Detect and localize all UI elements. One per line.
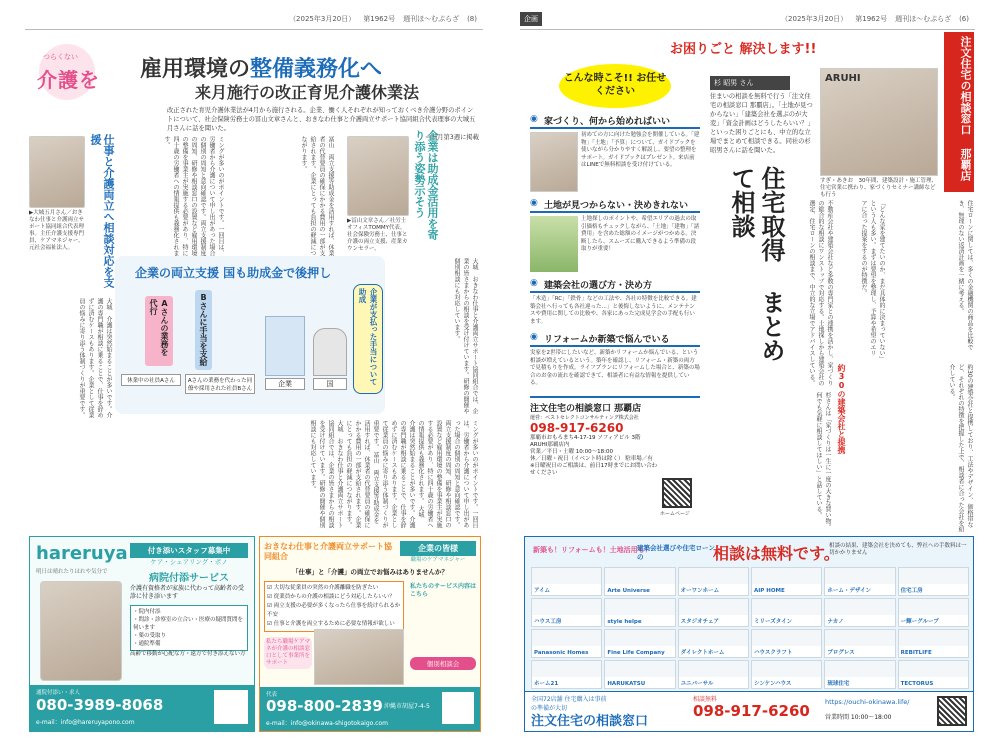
builder-logo-card: [604, 567, 675, 596]
hareruya-items: [130, 605, 248, 651]
check-item-text: 仕事と介護を両立するために必要な情報が欲しい: [273, 621, 395, 627]
builder-name: 住宅工房: [900, 588, 923, 594]
okinawa-support-photo: [314, 629, 404, 685]
hareruya-photo: [40, 581, 122, 681]
photo-tomiyama: [347, 136, 409, 216]
builder-logo-card: [531, 598, 602, 627]
hareruya-item: ・薬の受取り: [133, 633, 167, 639]
header-tag: 企画: [520, 12, 542, 26]
shop-hours: 営業／平日・土曜 10:00〜18:00: [530, 448, 613, 455]
builder-logo-card: [824, 629, 895, 658]
ad-hours: 営業時間 10:00〜18:00: [825, 714, 892, 721]
ad-badge-1: 新築も！リフォームも！土地活用も！: [533, 546, 652, 554]
ad-note: 相談の結果、建築会社を決めても、弊社への手数料は一切かかりません: [829, 543, 967, 556]
ad-hareruya: [29, 536, 255, 732]
builder-name: Fine Life Company: [607, 650, 665, 656]
builder-name: style helpe: [607, 619, 642, 625]
builder-logo-card: [898, 567, 969, 596]
hareruya-tagline: 明日は晴れたりはれや気分で: [36, 569, 108, 575]
builder-name: シンケンハウス: [754, 681, 792, 687]
topic-text: 初めての方に向けた勉強会を開催している。「建物」「土地」「予算」について、ガイドブックを使いながら分かりやすく解説し、要望の整理をサポート。ガイドブックはプレゼント。来店前はLINEで無料相談を受け付けている。: [581, 132, 700, 168]
ad-url[interactable]: https://ouchi-okinawa.life/: [825, 698, 910, 706]
builder-name: オーワンホーム: [680, 588, 720, 594]
check-item: ☑ 両立支援の必要が多くなったら仕事を続けられるか不安: [267, 603, 401, 618]
header-page-number: (6): [959, 14, 969, 23]
topic-title: 土地が見つからない・決めきれない: [544, 201, 689, 211]
hareruya-desc: 介護有資格者が家族に代わって高齢者の受診に付き添います: [130, 585, 244, 600]
topic-title: 建築会社の選び方・決め方: [544, 281, 653, 291]
builder-logo-card: [898, 660, 969, 689]
builder-logo-card: [751, 567, 822, 596]
builder-name: AIP HOME: [754, 588, 785, 594]
right-page-header: [520, 8, 975, 30]
bulb-icon: ◉: [530, 278, 538, 288]
builder-logo-card: [531, 660, 602, 689]
header-date: （2025年3月20日）: [289, 14, 356, 23]
builder-logo-card: [751, 598, 822, 627]
body-lower: [29, 420, 479, 528]
label-substitute-worker: Aさんの業務を代わった同僚や採用された社員Bさん: [185, 374, 255, 394]
label-leave-worker: 休業中の社員Aさん: [121, 374, 181, 386]
article-title: 雇用環境の整備義務化へ: [140, 57, 383, 82]
article-subtitle: 来月施行の改正育児介護休業法: [195, 83, 420, 102]
ad-tagline: 全国72店舗 住宅購入は事前の準備が大切: [531, 696, 607, 712]
intro-text: 住まいの相談を無料で行う「注文住宅の相談窓口 那覇店」。「土地が見つからない」「建築会社を選ぶのが大変」「資金計画はどうしたらいい？」といった困りごとにも、中立的な立場でまとめて相談できる。同社の杉昭男さんに話を聞いた。: [710, 93, 814, 154]
qr-code-icon[interactable]: [937, 696, 967, 726]
builder-logo-card: [678, 629, 749, 658]
article-col-4: 約30の建築会社と提携しており、工法やデザイン、価格帯など、それぞれの特徴を把握した上で、相談者に合った会社を紹介している。: [948, 364, 973, 532]
topic-heading: [530, 114, 700, 129]
shop-note: ※日曜祝日のご相談は、前日17時までにお問い合わせください: [530, 462, 658, 476]
left-page-header: [25, 8, 483, 30]
builder-logo-card: [898, 629, 969, 658]
ad-footer: [525, 691, 973, 731]
article-col-1: 不動産会社や建築会社など多数の専門家との連携を活かし、家づくりの総合的な相談にワンストップで対応する。土地探しから建築会社の選定、住宅ローンの相談まで、中立的な立場でアドバイスしている。: [808, 200, 833, 386]
okinawa-tel-label: 代表: [266, 692, 278, 698]
topic-heading: [530, 332, 700, 347]
builder-name: ホーム・デザイン: [827, 588, 871, 594]
okinawa-support-contact: [260, 687, 480, 731]
qr-code-icon[interactable]: [214, 690, 248, 724]
logo-top-text: つらくない: [43, 53, 78, 61]
store-sign: ARUHI: [825, 73, 861, 84]
hareruya-contact: [30, 685, 254, 731]
sidebar-title: 注文住宅の相談窓口 那覇店: [944, 32, 974, 192]
hareruya-item: ・問診・診察室の立合い・医療の疑問質問を伺います: [133, 617, 244, 631]
builder-logo-card: [678, 567, 749, 596]
homepage-label: ホームページ: [660, 511, 690, 517]
topic-title: 家づくり、何から始めればいい: [544, 117, 671, 127]
body-column-1: ミングが多いのがポイントです。一回目は、労働者から介護について申し出があった場合の個別の周知と意向確認です。両立支援制度の周知、研修や相談窓口の設置など雇用環境の整備を事業主が実施する必要があり、特に四十歳の労働者への情報提供も義務化されます。: [163, 136, 224, 256]
infographic-banner: 企業の両立支援 国も助成金で後押し: [135, 266, 332, 280]
okinawa-support-question: 「仕事」と「介護」の両立でお悩みはありませんか？: [292, 568, 448, 576]
article-col-5: 杉さんは「家づくりは一生に一度の大きな買い物。何でも気軽に相談してほしい」と話している。: [815, 392, 831, 530]
check-item-text: 従業員からの介護の相談にどう対応したらいい？: [273, 594, 395, 600]
staff-caption: すぎ・あきお 30年間、建築設計・施工管理、住宅営業に携わり、家づくりセミナー講師なども行う: [820, 178, 938, 198]
builder-logo-card: [604, 598, 675, 627]
land-photo: [530, 216, 578, 272]
builder-logo-card: [824, 598, 895, 627]
builder-name: アイム: [534, 588, 551, 594]
check-item-text: 両立支援の必要が多くなったら仕事を続けられるか不安: [267, 603, 401, 618]
qr-code-icon[interactable]: [662, 478, 692, 508]
heading-subsidy: 企業は助成金活用を寄り添う姿勢示そう: [413, 130, 439, 240]
bulb-icon: ◉: [530, 332, 538, 342]
body-column-2: 大城 介護は突然始まることが多いです。介護の専門職が相談に乗ることで、仕事を辞めずに済むケースもあります。企業として従業員の悩みに寄り添う体制づくりが重要です。: [78, 298, 112, 418]
label-worker-a: Aさんの業務を代行: [145, 296, 173, 366]
hareruya-note: 高齢で移動が心配な方・遠方で付き添えない方: [130, 651, 246, 657]
builder-name: TECTORUS: [900, 681, 934, 687]
body-lower-1: ミングが多いのがポイントです。一回目は、労働者から介護について申し出があった場合の個別の周知と意向確認です。両立支援制度の周知、研修や相談窓口の設置など雇用環境の整備を事業主が実施する必要があり、特に四十歳の労働者への情報提供も義務化されます。: [417, 420, 478, 528]
builder-logo-card: [531, 629, 602, 658]
label-company: 企業: [265, 378, 305, 390]
builder-logo-card: [604, 660, 675, 689]
topics-column: [530, 64, 700, 532]
check-item: ☑ 大切な従業員の突然の介護離職を防ぎたい: [267, 585, 379, 591]
topic-3: [530, 278, 700, 326]
caption-tomiyama: ▶冨山文章さん／社労士オフィスTOMMY代表。社会保険労務士、仕事と介護の両立支援、産業カウンセラー。: [347, 218, 408, 252]
heading-support: 仕事と介護両立へ相談対応を支援: [89, 134, 115, 288]
shop-tel[interactable]: 098-917-6260: [530, 420, 624, 435]
ad-free-label: 相談無料: [693, 696, 718, 703]
topic-photo: [530, 132, 578, 192]
diet-building-icon: [313, 328, 347, 376]
infographic: [115, 256, 385, 414]
hareruya-sub: ケア・シェアリング・ボノ: [150, 558, 228, 566]
builder-name: スタジオチェア: [680, 619, 719, 625]
header-date: （2025年3月20日）: [781, 14, 848, 23]
hareruya-tel[interactable]: 080-3989-8068: [36, 696, 164, 714]
label-government: 国: [313, 378, 347, 390]
builder-name: ユニバーサル: [680, 681, 714, 687]
builder-name: ナカノ: [827, 619, 844, 625]
konna-badge: こんな時こそ!! お任せください: [559, 64, 671, 108]
header-issue: 第1962号: [363, 14, 396, 23]
hareruya-item: ・院内付添: [133, 609, 161, 615]
header-page-number: (8): [467, 14, 477, 23]
builder-logo-card: [678, 660, 749, 689]
shop-address: 那覇市おもろまち4-17-19 ソフィアビル 3階 ARUHI那覇店内: [530, 434, 641, 448]
qr-code-icon[interactable]: [442, 692, 474, 724]
builder-name: ー輝ーグループ: [900, 619, 939, 625]
ad-tel[interactable]: 098-917-6260: [693, 702, 810, 720]
article-col-2: 「どんな家を建てたいのか、まだ具体的に決まっていない」という人も多い。まずは要望を整理し、予算や希望のエリアに合った提案をするのが特徴だ。: [860, 200, 885, 359]
hareruya-tel-label: 通院付添い・求人: [36, 690, 81, 696]
topic-heading: [530, 278, 700, 293]
check-item: ☑ 従業員からの介護の相談にどう対応したらいい？: [267, 594, 395, 600]
problem-solving-banner: お困りごと 解決します!!: [670, 42, 817, 57]
staff-name: 杉 昭男 さん: [710, 76, 790, 90]
caption-oshiro: ▶大城五月さん／おきなわ仕事と介護両立サポート協同組合代表理事。主任介護支援専門員、ケアマネジャー。元社会福祉法人。: [29, 210, 85, 251]
series-logo: [29, 42, 109, 104]
builder-name: ハウスクラフト: [754, 650, 793, 656]
body-lower-4: 大城 おきなわ仕事と介護両立サポート協同組合では、企業の皆さまからの相談を受け付けています。研修の開催や個別相談にも対応しています。: [309, 420, 343, 528]
okinawa-support-service: 私たちのサービス内容はこちら: [410, 583, 477, 598]
topic-text: 実家を2世帯にしたいなど、新築かリフォームか悩んでいる、という相談が増えているという。築年を確認し、リフォーム・新築の両方で見積もりを作成。ライフプランにリフォームした場合と、新築の場合のお金の流れを確認できて、相談者に有益な情報を提供している。: [530, 350, 700, 386]
label-worker-b: Bさんに手当を支給: [195, 290, 212, 370]
builder-name: プログレス: [827, 650, 855, 656]
topic-title: リフォームか新築で悩んでいる: [544, 335, 670, 345]
check-item-text: 大切な従業員の突然の介護離職を防ぎたい: [273, 585, 379, 591]
builder-logo-card: [604, 629, 675, 658]
builder-logo-card: [898, 598, 969, 627]
hareruya-service: 病院付添サービス: [149, 573, 229, 584]
body-column-3: 冨山 両立支援等助成金を活用すれば、休業者の代替要員の確保にかかる費用の一部が支給されます。企業にとっても負担の軽減につながります。: [300, 136, 334, 256]
builder-name: ホーム21: [534, 681, 559, 687]
builder-name: ミリーズタイン: [754, 619, 793, 625]
staff-photo: [820, 68, 938, 176]
photo-oshiro: [29, 136, 85, 208]
shop-operator: 運営：ベストセレクトコンサルティング株式会社: [530, 414, 639, 421]
okinawa-tel[interactable]: 098-800-2839: [266, 697, 383, 715]
builder-logo-card: [824, 660, 895, 689]
header-paper: 週刊ほ〜むぷらざ: [403, 14, 460, 23]
building-icon: [265, 316, 305, 376]
hareruya-recruit-banner: 付き添いスタッフ募集中: [130, 543, 248, 558]
okinawa-support-title: おきなわ仕事と介護両立サポート協同組合: [264, 542, 392, 561]
bulb-icon: ◉: [530, 198, 538, 208]
builder-logo-card: [678, 598, 749, 627]
hareruya-logo: hareruya: [36, 543, 128, 564]
check-item: ☑ 仕事と介護を両立するために必要な情報が欲しい: [267, 621, 395, 627]
ad-shop-name: 注文住宅の相談窓口: [531, 714, 649, 729]
topic-heading: [530, 198, 700, 213]
consultation-button[interactable]: 個別相談会: [410, 657, 476, 670]
builder-name: ダイレクトホーム: [680, 650, 725, 656]
topic-text: 「木造」「RC」「鉄骨」などの工法や、各社の特徴を比較できる。建築会社へ行っても各社違った…」と後悔しないように、メンテナンスや費用に関しての比較や、各家にあった完成見学会の手配も行います。: [530, 296, 697, 325]
bulb-icon: ◉: [530, 114, 538, 124]
builder-logo-card: [531, 567, 602, 596]
builder-logo-grid: [531, 567, 969, 689]
builder-name: REBITLIFE: [900, 650, 932, 656]
builder-name: ハウス工房: [534, 619, 562, 625]
left-page: [25, 8, 483, 738]
okinawa-support-bubble: 私たち職場ケアマネが介護の相談窓口として事業所をサポート: [264, 637, 312, 669]
okinawa-support-banner: 企業の皆様: [400, 541, 476, 556]
right-page: [520, 8, 975, 738]
ad-badge-2: 建築会社選びや住宅ローンの: [637, 544, 715, 561]
lead-credit: ＝隔月第3週に掲載: [424, 134, 479, 141]
main-headline: 住宅取得 まとめて相談: [727, 166, 785, 362]
body-column-4: 大城 おきなわ仕事と介護両立サポート協同組合では、企業の皆さまからの相談を受け付けています。研修の開催や個別相談にも対応しています。: [453, 258, 478, 414]
subsidy-bubble: 企業が支払った手当について助成: [353, 284, 383, 394]
builder-name: 琉球住宅: [827, 681, 850, 687]
header-issue: 第1962号: [855, 14, 888, 23]
builder-name: HARUKATSU: [607, 681, 646, 687]
topic-1: [530, 114, 700, 192]
builder-logo-card: [751, 660, 822, 689]
builder-logo-card: [751, 629, 822, 658]
topic-text: 土地探しのポイントや、希望エリアの過去の取引価格もチェックしながら、「土地」「建物」「諸費用」を含めた総額のイメージがつかめる。決断したら、スムーズに購入できるよう準備の段取りが重要！: [581, 216, 700, 252]
shop-info: [530, 396, 700, 477]
hareruya-email[interactable]: e-mail：info@hareruyapono.com: [36, 719, 135, 726]
ad-housing-consult: [524, 536, 974, 732]
logo-main-text: 介護を: [37, 68, 100, 92]
body-lower-3: 冨山 両立支援等助成金を活用すれば、休業者の代替要員の確保にかかる費用の一部が支給されます。企業にとっても負担の軽減につながります。: [345, 420, 379, 528]
topic-4: [530, 332, 700, 388]
shop-name: 注文住宅の相談窓口 那覇店: [530, 403, 642, 414]
header-paper: 週刊ほ〜むぷらざ: [895, 14, 952, 23]
ad-okinawa-support: [259, 536, 481, 732]
okinawa-address: 沖縄市胡屋7-4-5: [384, 703, 430, 710]
body-lower-2: 大城 介護は突然始まることが多いです。介護の専門職が相談に乗ることで、仕事を辞めずに済むケースもあります。企業として従業員の悩みに寄り添う体制づくりが重要です。: [372, 420, 424, 528]
article-col-3: 住宅ローンに関しては、多くの金融機関の商品を比較でき、無理のない返済計画を一緒に考える。: [957, 200, 973, 350]
okinawa-email[interactable]: e-mail：info@okinawa-shigotokaigo.com: [266, 720, 388, 727]
shop-holiday: 休／日曜・祝日（イベント時は除く） 駐車場／有: [530, 455, 653, 462]
builder-logo-card: [824, 567, 895, 596]
okinawa-support-banner2: 職場のケアマネジャー: [410, 557, 466, 563]
mid-heading: 約30の建築会社と提携: [837, 364, 846, 454]
ad-free-consult: 相談は無料です。: [713, 544, 840, 563]
builder-name: Arte Universe: [607, 588, 650, 594]
okinawa-support-checklist: [264, 581, 404, 632]
lead-text: 改正された育児介護休業法が4月から施行される。企業、働く人それぞれが知っておくべき介護分野のポイントについて、社会保険労務士の冨山文章さんと、おきなわ仕事と介護両立サポート協同組合代表理事の大城五月さんに話を聞いた。: [167, 107, 476, 132]
topic-2: [530, 198, 700, 272]
hareruya-item: ・通院準備: [133, 641, 161, 647]
builder-name: Panasonic Homes: [534, 650, 589, 656]
